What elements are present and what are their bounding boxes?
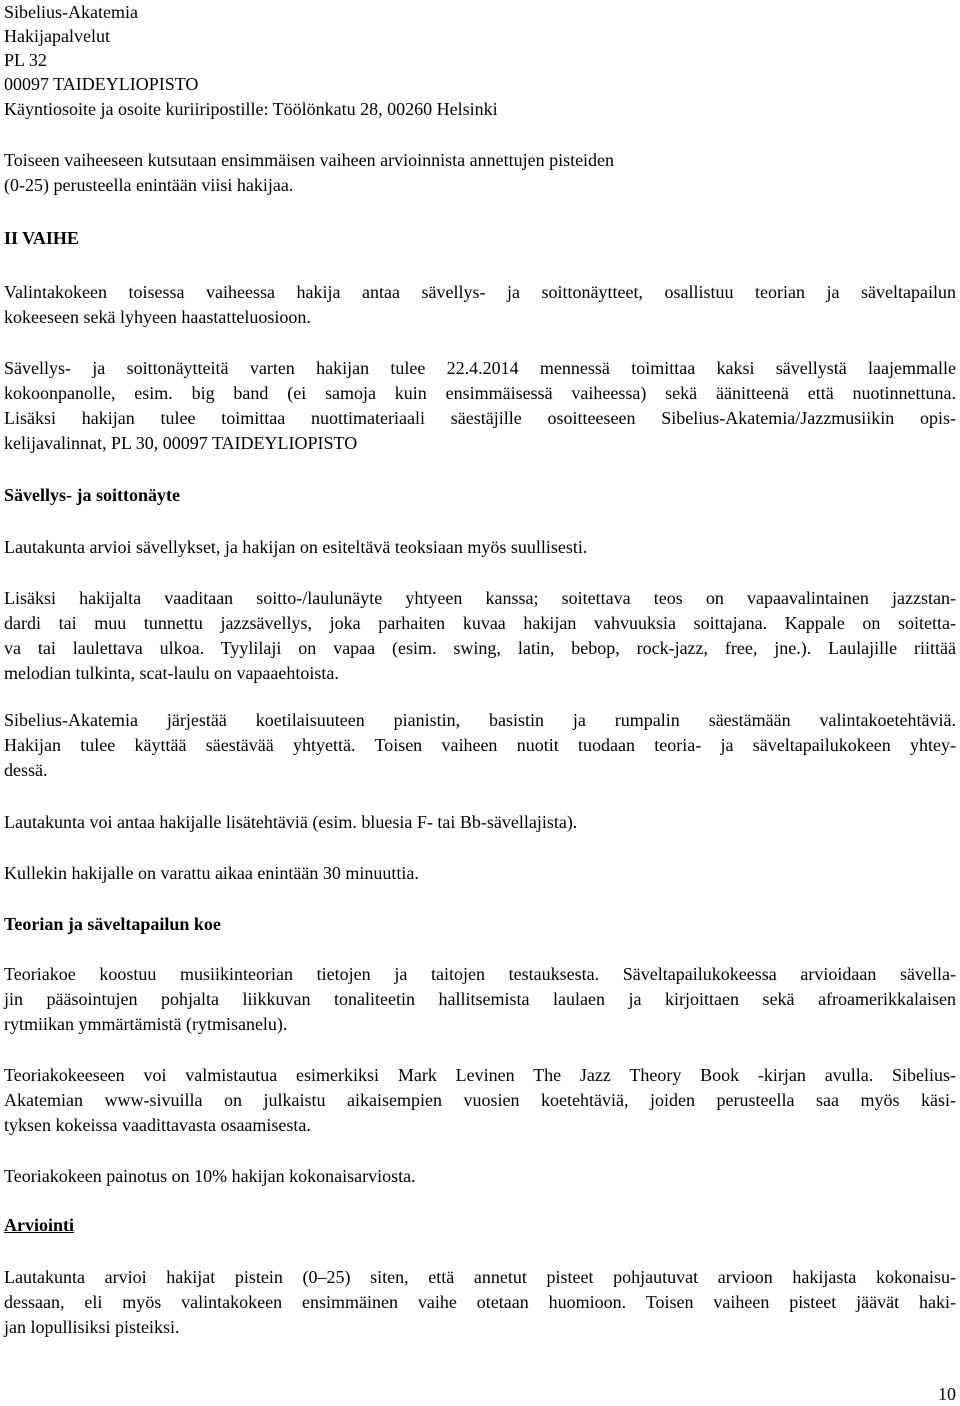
composition-p5: Kullekin hakijalle on varattu aikaa enintään 30 minuuttia. [4,863,419,883]
address-line-3: PL 32 [4,50,47,70]
composition-p3-line-2: Hakijan tulee käyttää säestävää yhtyettä. Toisen vaiheen nuotit tuodaan teoria- ja säveltapailukokeen yhtey- [4,735,956,755]
assessment-p1-line-1: Lautakunta arvioi hakijat pistein (0–25) siten, että annetut pisteet pohjautuvat arvioon hakijasta kokonaisu- [4,1267,956,1287]
composition-p3-line-1: Sibelius-Akatemia järjestää koetilaisuuteen pianistin, basistin ja rumpalin säestämään valintakoetehtäviä. [4,710,956,730]
assessment-heading: Arviointi [4,1215,74,1235]
phase2-p1-line-2: kokeeseen sekä lyhyeen haastatteluosioon. [4,307,311,327]
theory-heading: Teorian ja säveltapailun koe [4,914,221,934]
composition-p3-line-3: dessä. [4,760,48,780]
address-line-1: Sibelius-Akatemia [4,2,138,22]
theory-p3: Teoriakokeen painotus on 10% hakijan kokonaisarviosta. [4,1166,416,1186]
composition-p2-line-2: dardi tai muu tunnettu jazzsävellys, joka parhaiten kuvaa hakijan vahvuuksia soittajana. Kappale on soitetta- [4,613,956,633]
composition-p2-line-4: melodian tulkinta, scat-laulu on vapaaehtoista. [4,663,339,683]
theory-p1-line-3: rytmiikan ymmärtämistä (rytmisanelu). [4,1014,288,1034]
composition-p2-line-3: va tai laulettava ulkoa. Tyylilaji on vapaa (esim. swing, latin, bebop, rock-jazz, free, jne.). Laulajille riittää [4,638,956,658]
composition-p1: Lautakunta arvioi sävellykset, ja hakijan on esiteltävä teoksiaan myös suullisesti. [4,537,588,557]
theory-p1-line-1: Teoriakoe koostuu musiikinteorian tietojen ja taitojen testauksesta. Säveltapailukokeessa arvioidaan sävella- [4,964,956,984]
phase2-p2-line-1: Sävellys- ja soittonäytteitä varten hakijan tulee 22.4.2014 mennessä toimittaa kaksi sävellystä laajemmalle [4,358,956,378]
page-number: 10 [938,1384,956,1404]
address-line-2: Hakijapalvelut [4,26,110,46]
theory-p2-line-2: Akatemian www-sivuilla on julkaistu aikaisempien vuosien koetehtäviä, joiden perusteella saa myös käsi- [4,1090,956,1110]
composition-heading: Sävellys- ja soittonäyte [4,485,180,505]
intro-line-1: Toiseen vaiheeseen kutsutaan ensimmäisen vaiheen arvioinnista annettujen pisteiden [4,150,615,170]
theory-p1-line-2: jin pääsointujen pohjalta liikkuvan tonaliteetin hallitsemista laulaen ja kirjoittaen sekä afroamerikkalaisen [4,989,956,1009]
phase2-p1-line-1: Valintakokeen toisessa vaiheessa hakija antaa sävellys- ja soittonäytteet, osallistuu teorian ja säveltapailun [4,282,956,302]
assessment-p1-line-2: dessaan, eli myös valintakokeen ensimmäinen vaihe otetaan huomioon. Toisen vaiheen pisteet jäävät haki- [4,1292,956,1312]
intro-line-2: (0-25) perusteella enintään viisi hakijaa. [4,175,294,195]
assessment-p1-line-3: jan lopullisiksi pisteiksi. [4,1317,180,1337]
composition-p4: Lautakunta voi antaa hakijalle lisätehtäviä (esim. bluesia F- tai Bb-sävellajista). [4,812,578,832]
phase2-p2-line-3: Lisäksi hakijan tulee toimittaa nuottimateriaali säestäjille osoitteeseen Sibelius-Akatemia/Jazzmusiikin opis- [4,408,956,428]
phase2-heading: II VAIHE [4,228,79,248]
address-line-4: 00097 TAIDEYLIOPISTO [4,74,199,94]
theory-p2-line-3: tyksen kokeissa vaadittavasta osaamisesta. [4,1115,311,1135]
composition-p2-line-1: Lisäksi hakijalta vaaditaan soitto-/laulunäyte yhtyeen kanssa; soitettava teos on vapaavalintainen jazzstan- [4,588,956,608]
address-line-5: Käyntiosoite ja osoite kuriiripostille: Töölönkatu 28, 00260 Helsinki [4,99,498,119]
theory-p2-line-1: Teoriakokeeseen voi valmistautua esimerkiksi Mark Levinen The Jazz Theory Book -kirjan avulla. Sibelius- [4,1065,956,1085]
phase2-p2-line-2: kokoonpanolle, esim. big band (ei samoja kuin ensimmäisessä vaiheessa) sekä äänitteenä että nuotinnettuna. [4,383,956,403]
phase2-p2-line-4: kelijavalinnat, PL 30, 00097 TAIDEYLIOPISTO [4,433,358,453]
